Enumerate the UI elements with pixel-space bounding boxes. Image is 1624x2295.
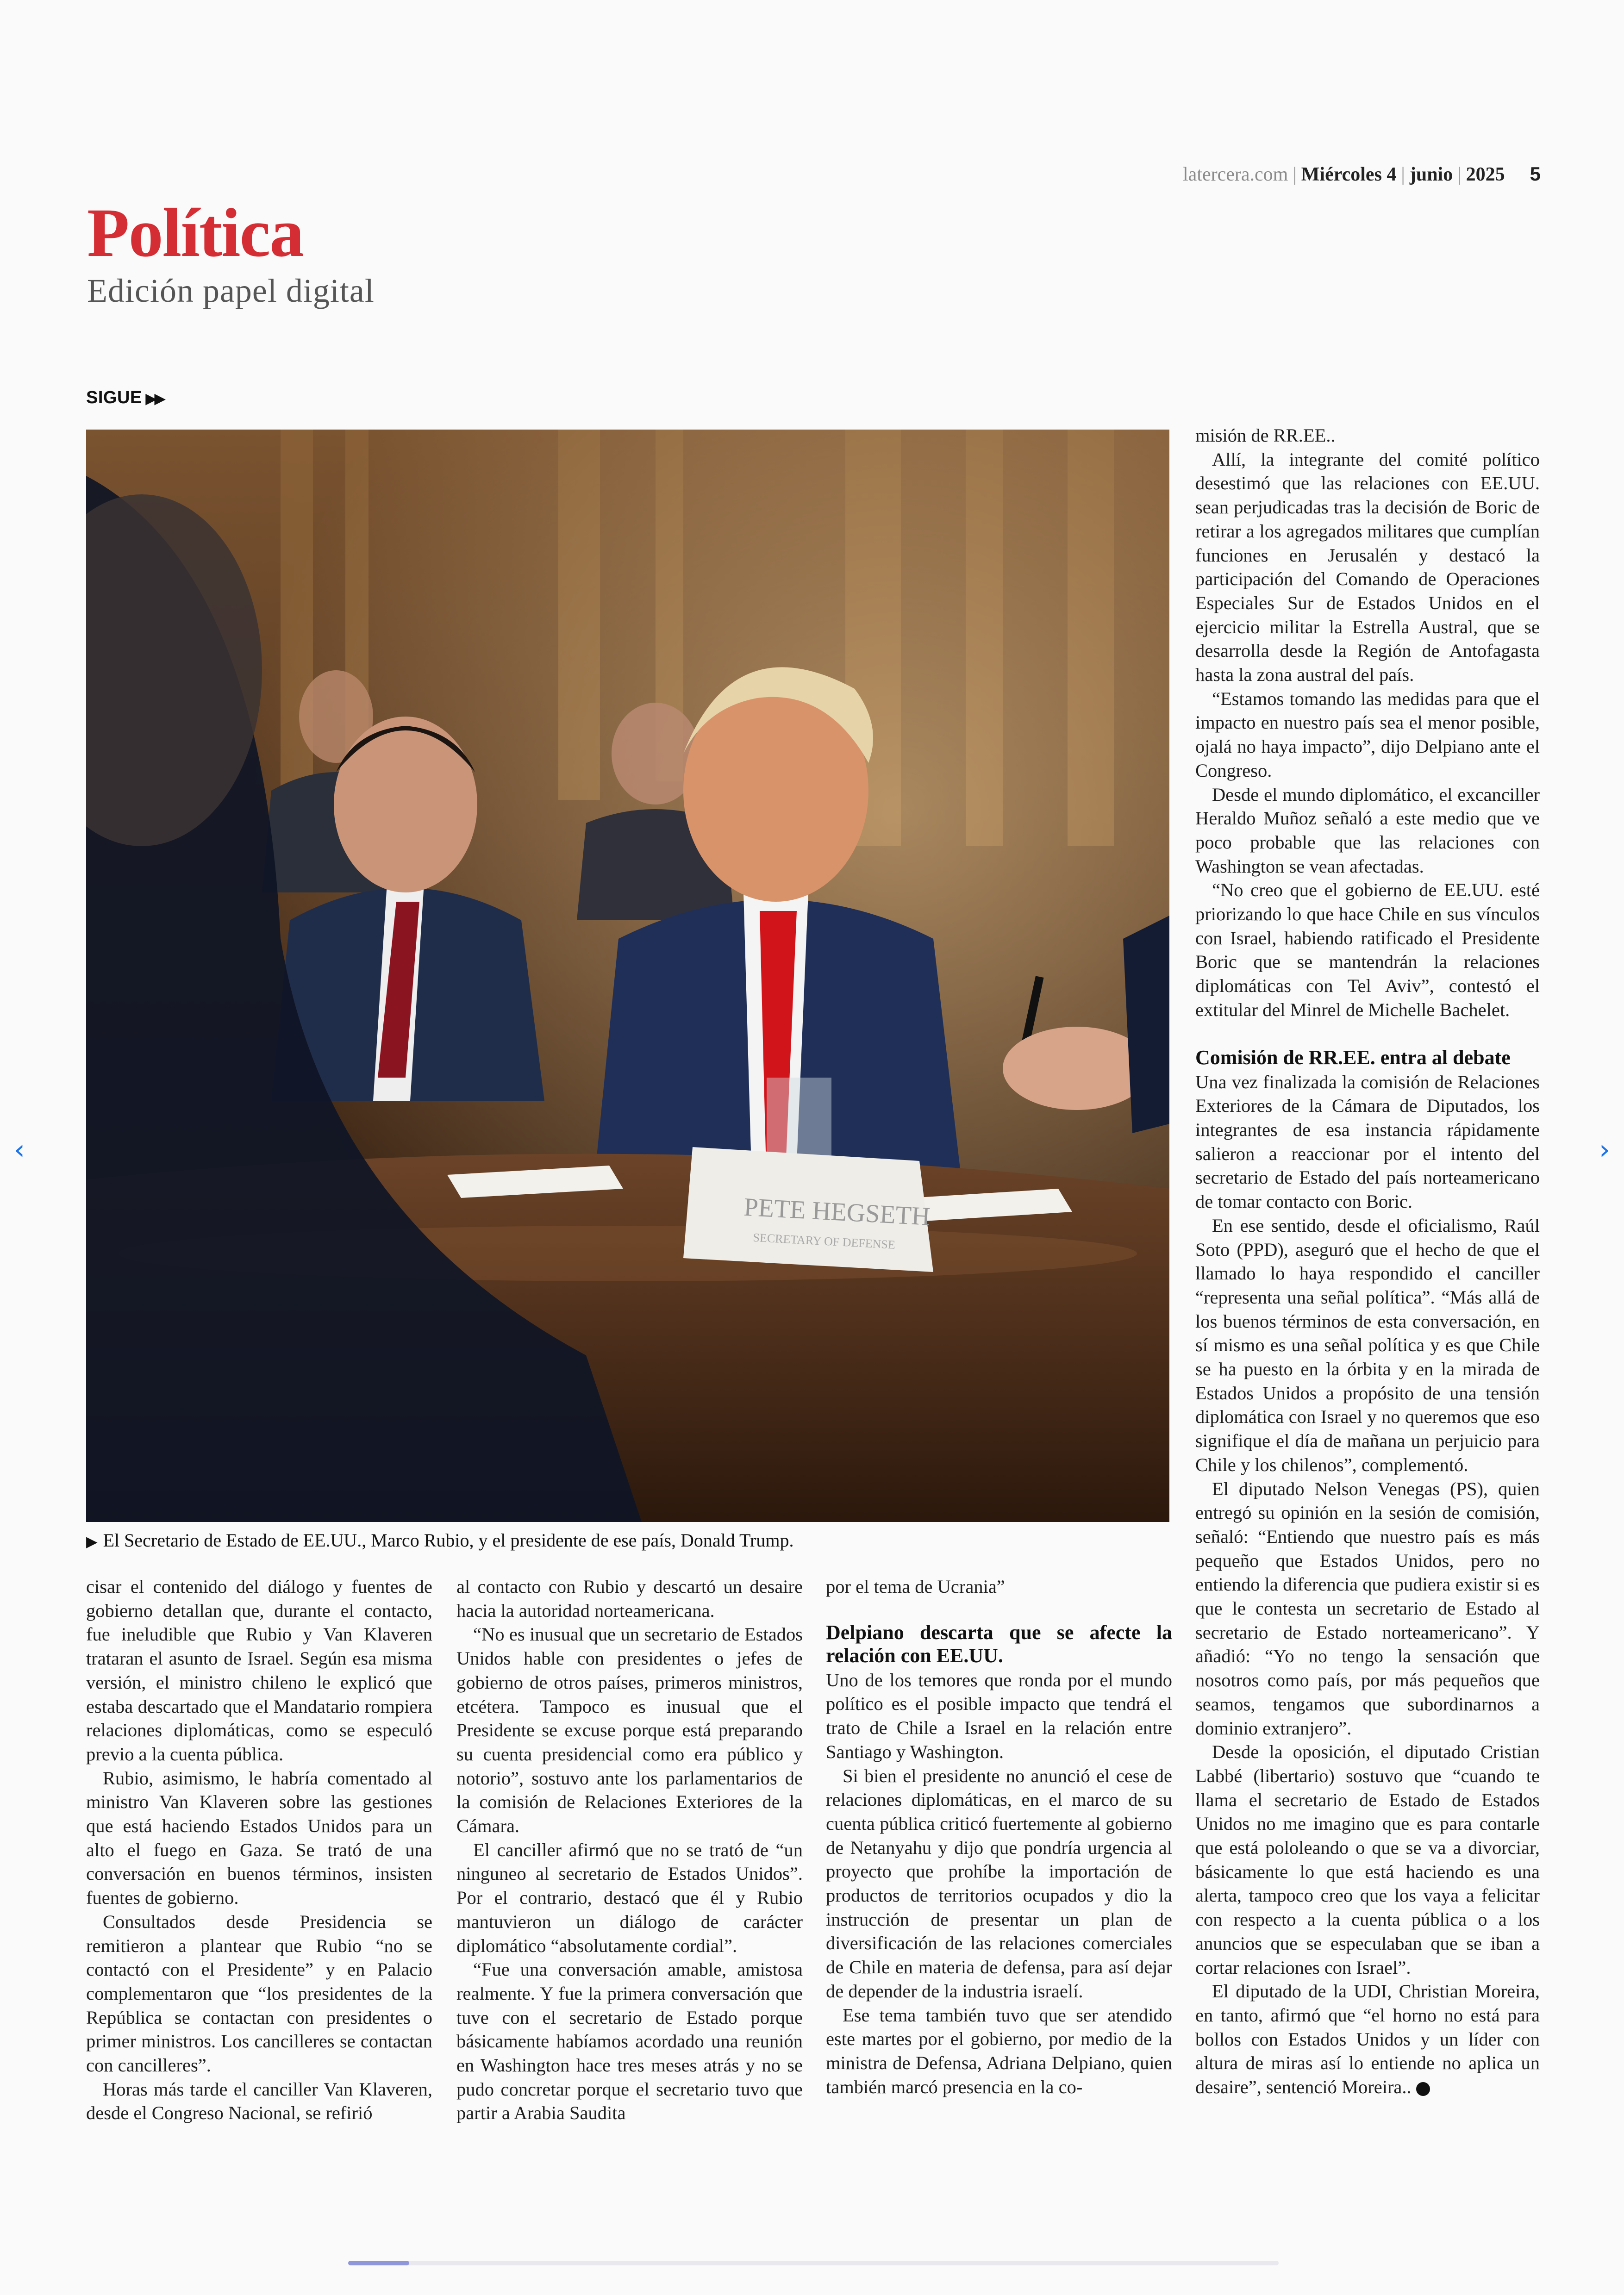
site-name: latercera.com bbox=[1183, 164, 1288, 185]
subheading-comision: Comisión de RR.EE. entra al debate bbox=[1195, 1046, 1511, 1069]
paragraph: Desde el mundo diplomático, el excanciller Heraldo Muñoz señaló a este medio que ve poco probable que las relaciones con Washington se vean afectadas. bbox=[1195, 784, 1540, 877]
paragraph: al contacto con Rubio y descartó un desaire hacia la autoridad norteamericana. bbox=[456, 1576, 803, 1621]
placard-title: SECRETARY OF DEFENSE bbox=[752, 1230, 896, 1252]
end-mark-icon bbox=[1416, 2082, 1430, 2096]
paragraph: Allí, la integrante del comité político desestimó que las relaciones con EE.UU. sean perjudicadas tras la decisión de Boric de retirar a los agregados militares que cumplían funciones en Jerusalén y destacó la participación del Comando de Operaciones Especiales Sur de Estados Unidos en el ejercicio militar la Estrella Austral, que se desarrolla desde la Región de Antofagasta hasta la zona austral del país. bbox=[1195, 449, 1540, 686]
paragraph: En ese sentido, desde el oficialismo, Raúl Soto (PPD), aseguró que el hecho de que el llamado lo haya respondido el canciller “representa una señal política”. “Más allá de los buenos términos de esta conversación, en sí mismo es una señal política y es que Chile se ha puesto en la órbita y en la mirada de Estados Unidos a propósito de una tensión diplomática con Israel y no queremos que eso signifique el día de mañana un perjuicio para Chile y los chilenos”, complementó. bbox=[1195, 1215, 1540, 1475]
paragraph: El canciller afirmó que no se trató de “un ninguneo al secretario de Estados Unidos”. Por el contrario, destacó que él y Rubio mantuvieron un diálogo de carácter diplomático “absolutamente cordial”. bbox=[456, 1839, 803, 1956]
paragraph: misión de RR.EE.. bbox=[1195, 425, 1336, 446]
paragraph: Si bien el presidente no anunció el cese de relaciones diplomáticas, en el marco de su cuenta pública criticó fuertemente al gobierno de Netanyahu y dijo que pondría urgencia al proyecto que prohíbe la importación de productos de territorios ocupados y dio la instrucción de presentar un plan de diversificación de las relaciones comerciales de Chile en materia de defensa, para así dejar de depender de la industria israelí. bbox=[826, 1765, 1172, 2002]
paragraph-final-text: El diputado de la UDI, Christian Moreira, en tanto, afirmó que “el horno no está para bollos con Estados Unidos y un líder con altura de miras así lo entiende no aplica un desaire”, sentenció Moreira.. bbox=[1195, 1981, 1540, 2098]
photo-caption bbox=[86, 1529, 1169, 1551]
continues-text: SIGUE bbox=[86, 388, 142, 407]
page-scrollbar-track[interactable] bbox=[348, 2261, 1279, 2265]
header-day: Miércoles 4 bbox=[1301, 164, 1397, 185]
paragraph: Uno de los temores que ronda por el mundo político es el posible impacto que tendrá el trato de Chile a Israel en la relación entre Santiago y Washington. bbox=[826, 1669, 1172, 1762]
continues-label bbox=[86, 388, 163, 408]
section-subtitle: Edición papel digital bbox=[87, 272, 375, 309]
photo-caption-text: El Secretario de Estado de EE.UU., Marco Rubio, y el presidente de ese país, Donald Trump. bbox=[103, 1530, 794, 1551]
placard-name: PETE HEGSETH bbox=[743, 1192, 931, 1231]
chevron-right-icon: › bbox=[1599, 1134, 1610, 1166]
next-page-button[interactable] bbox=[1591, 1135, 1618, 1165]
photo-illustration bbox=[86, 430, 1169, 1522]
previous-page-button[interactable] bbox=[6, 1135, 33, 1165]
double-play-icon: ▶▶ bbox=[145, 391, 163, 406]
paragraph-final bbox=[1195, 1979, 1540, 2099]
header-year: 2025 bbox=[1466, 164, 1505, 185]
paragraph: “Fue una conversación amable, amistosa realmente. Y fue la primera conversación que tuve con el secretario de Estado porque básicamente habíamos acordado una reunión en Washington hace tres meses atrás y no se pudo concretar porque el secretario tuvo que partir a Arabia Saudita bbox=[456, 1959, 803, 2124]
header-month: junio bbox=[1409, 164, 1453, 185]
header-dateline: latercera.com | Miércoles 4 | junio | 2025 5 bbox=[1183, 163, 1541, 185]
article-column-4 bbox=[1195, 424, 1540, 2099]
chevron-left-icon: ‹ bbox=[14, 1134, 25, 1166]
paragraph: “Estamos tomando las medidas para que el impacto en nuestro país sea el menor posible, ojalá no haya impacto”, dijo Delpiano ante el Congreso. bbox=[1195, 688, 1540, 781]
page-scrollbar-thumb[interactable] bbox=[348, 2261, 409, 2265]
play-icon: ▶ bbox=[86, 1533, 98, 1550]
paragraph: por el tema de Ucrania” bbox=[826, 1576, 1005, 1597]
section-title: Política bbox=[87, 194, 304, 271]
article-column-1 bbox=[86, 1575, 432, 2125]
paragraph: El diputado Nelson Venegas (PS), quien entregó su opinión en la sesión de comisión, señaló: “Entiendo que nuestro país es más pequeño que Estados Unidos, pero no entiendo la diferencia que pudiera existir si es que le contesta un secretario de Estado al secretario de Estado norteamericano”. Y añadió: “Yo no tengo la sensación que nosotros como país, por más pequeños que seamos, tengamos que subordinarnos a dominio extranjero”. bbox=[1195, 1478, 1540, 1739]
article-photo bbox=[86, 430, 1169, 1522]
paragraph: cisar el contenido del diálogo y fuentes de gobierno detallan que, durante el contacto, fue ineludible que Rubio y Van Klaveren trataran el asunto de Israel. Según esa misma versión, el ministro chileno le explicó que estaba descartado que el Mandatario rompiera relaciones diplomáticas, como se especuló previo a la cuenta pública. bbox=[86, 1576, 432, 1765]
paragraph: “No creo que el gobierno de EE.UU. esté priorizando lo que hace Chile en sus vínculos con Israel, habiendo ratificado el Presidente Boric que se mantendrán la relaciones diplomáticas con Tel Aviv”, contestó el extitular del Minrel de Michelle Bachelet. bbox=[1195, 879, 1540, 1020]
article-column-2 bbox=[456, 1575, 803, 2125]
paragraph: “No es inusual que un secretario de Estados Unidos hable con presidentes o jefes de gobierno de otros países, primeros ministros, etcétera. Tampoco es inusual que el Presidente se excuse porque está preparando su cuenta presidencial como era público y notorio”, sostuvo ante los parlamentarios de la comisión de Relaciones Exteriores de la Cámara. bbox=[456, 1624, 803, 1837]
paragraph: Horas más tarde el canciller Van Klaveren, desde el Congreso Nacional, se refirió bbox=[86, 2078, 432, 2124]
article-column-3 bbox=[826, 1575, 1172, 2099]
paragraph: Desde la oposición, el diputado Cristian Labbé (libertario) sostuvo que “cuando te llama el secretario de Estado de Estados Unidos no me imagino que es para contarle que está pololeando o que se va a divorciar, básicamente lo que está haciendo es una alerta, tampoco creo que los vaya a felicitar con respecto a la cuenta pública o a los anuncios que se especulaban que se iban a cortar relaciones con Israel”. bbox=[1195, 1741, 1540, 1978]
paragraph: Ese tema también tuvo que ser atendido este martes por el gobierno, por medio de la ministra de Defensa, Adriana Delpiano, quien también marcó presencia en la co- bbox=[826, 2004, 1172, 2097]
paragraph: Rubio, asimismo, le habría comentado al ministro Van Klaveren sobre las gestiones que está haciendo Estados Unidos para un alto el fuego en Gaza. Se trató de una conversación en buenos términos, insisten fuentes de gobierno. bbox=[86, 1767, 432, 1908]
page-number: 5 bbox=[1530, 163, 1541, 185]
paragraph: Una vez finalizada la comisión de Relaciones Exteriores de la Cámara de Diputados, los integrantes de esa instancia rápidamente salieron a reaccionar por el intento del secretario de Estado del país norteamericano de tomar contacto con Boric. bbox=[1195, 1071, 1540, 1212]
paragraph: Consultados desde Presidencia se remitieron a plantear que Rubio “no se contactó con el Presidente” y en Palacio complementaron que “los presidentes de la República se contactan con presidentes o primer ministros. Los cancilleres se contactan con cancilleres”. bbox=[86, 1911, 432, 2076]
subheading-delpiano: Delpiano descarta que se afecte la relación con EE.UU. bbox=[826, 1621, 1172, 1667]
